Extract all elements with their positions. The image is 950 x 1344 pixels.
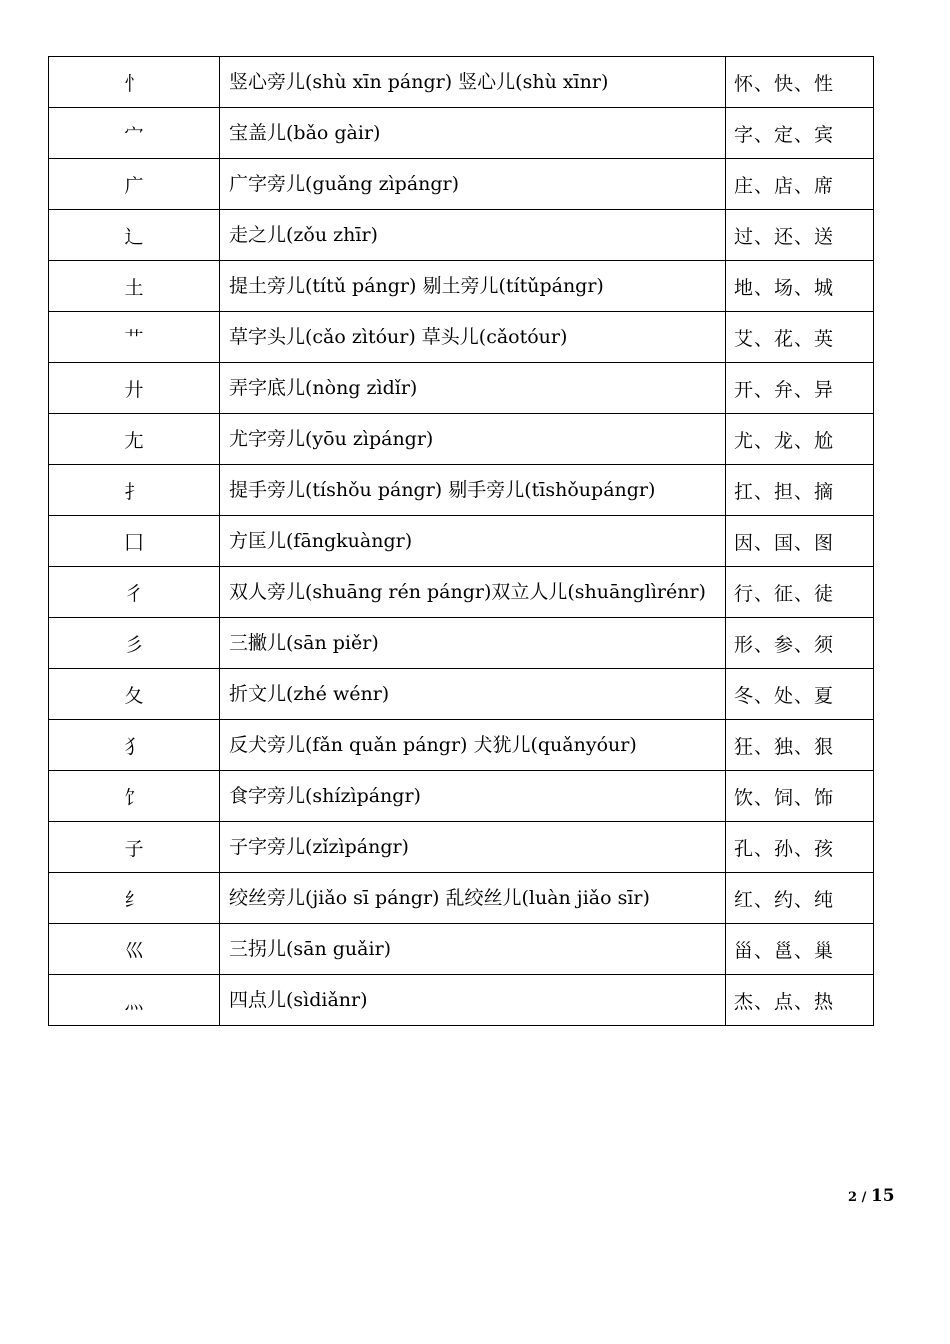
radical-cell: 彡 xyxy=(49,618,220,669)
radical-cell: 忄 xyxy=(49,57,220,108)
radical-name-cell: 尤字旁儿(yōu zìpángr) xyxy=(220,414,726,465)
radical-name-cell: 三撇儿(sān piěr) xyxy=(220,618,726,669)
table-row xyxy=(49,669,874,720)
radical-name-cell: 绞丝旁儿(jiǎo sī pángr) 乱绞丝儿(luàn jiǎo sīr) xyxy=(220,873,726,924)
example-characters-cell: 过、还、送 xyxy=(726,210,874,261)
table-row xyxy=(49,975,874,1026)
example-characters-cell: 杰、点、热 xyxy=(726,975,874,1026)
radicals-table-body xyxy=(49,57,874,1026)
example-characters-cell: 字、定、宾 xyxy=(726,108,874,159)
radical-cell: 廾 xyxy=(49,363,220,414)
table-row xyxy=(49,159,874,210)
table-row xyxy=(49,465,874,516)
radical-name-cell: 子字旁儿(zǐzìpángr) xyxy=(220,822,726,873)
table-row xyxy=(49,414,874,465)
radical-cell: 艹 xyxy=(49,312,220,363)
radical-cell: 土 xyxy=(49,261,220,312)
example-characters-cell: 地、场、城 xyxy=(726,261,874,312)
radical-name-cell: 四点儿(sìdiǎnr) xyxy=(220,975,726,1026)
radicals-table-container xyxy=(48,56,851,1026)
page-total: 15 xyxy=(870,1186,895,1206)
radical-cell: 犭 xyxy=(49,720,220,771)
radical-cell: 囗 xyxy=(49,516,220,567)
example-characters-cell: 行、征、徒 xyxy=(726,567,874,618)
radical-name-cell: 广字旁儿(guǎng zìpángr) xyxy=(220,159,726,210)
radical-name-cell: 走之儿(zǒu zhīr) xyxy=(220,210,726,261)
radical-cell: 扌 xyxy=(49,465,220,516)
radical-cell: 彳 xyxy=(49,567,220,618)
radical-name-cell: 提手旁儿(tíshǒu pángr) 剔手旁儿(tīshǒupángr) xyxy=(220,465,726,516)
radical-cell: 夂 xyxy=(49,669,220,720)
radical-name-cell: 双人旁儿(shuāng rén pángr)双立人儿(shuānglìrénr) xyxy=(220,567,726,618)
radical-name-cell: 反犬旁儿(fǎn quǎn pángr) 犬犹儿(quǎnyóur) xyxy=(220,720,726,771)
example-characters-cell: 艾、花、英 xyxy=(726,312,874,363)
example-characters-cell: 饮、饲、饰 xyxy=(726,771,874,822)
table-row xyxy=(49,516,874,567)
radicals-table xyxy=(48,56,874,1026)
radical-name-cell: 提土旁儿(títǔ pángr) 剔土旁儿(títǔpángr) xyxy=(220,261,726,312)
table-row xyxy=(49,108,874,159)
table-row xyxy=(49,873,874,924)
page-number xyxy=(848,1186,895,1206)
radical-cell: 饣 xyxy=(49,771,220,822)
radical-name-cell: 草字头儿(cǎo zìtóur) 草头儿(cǎotóur) xyxy=(220,312,726,363)
radical-name-cell: 弄字底儿(nòng zìdǐr) xyxy=(220,363,726,414)
example-characters-cell: 甾、邕、巢 xyxy=(726,924,874,975)
table-row xyxy=(49,618,874,669)
radical-cell: 宀 xyxy=(49,108,220,159)
radical-cell: 纟 xyxy=(49,873,220,924)
table-row xyxy=(49,210,874,261)
page-current: 2 xyxy=(848,1190,858,1205)
example-characters-cell: 怀、快、性 xyxy=(726,57,874,108)
radical-name-cell: 折文儿(zhé wénr) xyxy=(220,669,726,720)
radical-cell: 灬 xyxy=(49,975,220,1026)
table-row xyxy=(49,822,874,873)
radical-cell: 尢 xyxy=(49,414,220,465)
radical-name-cell: 竖心旁儿(shù xīn pángr) 竖心儿(shù xīnr) xyxy=(220,57,726,108)
table-row xyxy=(49,567,874,618)
table-row xyxy=(49,261,874,312)
table-row xyxy=(49,57,874,108)
example-characters-cell: 因、国、图 xyxy=(726,516,874,567)
radical-cell: 巛 xyxy=(49,924,220,975)
example-characters-cell: 尤、龙、尬 xyxy=(726,414,874,465)
example-characters-cell: 形、参、须 xyxy=(726,618,874,669)
table-row xyxy=(49,924,874,975)
example-characters-cell: 扛、担、摘 xyxy=(726,465,874,516)
table-row xyxy=(49,771,874,822)
table-row xyxy=(49,363,874,414)
example-characters-cell: 狂、独、狠 xyxy=(726,720,874,771)
table-row xyxy=(49,720,874,771)
example-characters-cell: 红、约、纯 xyxy=(726,873,874,924)
radical-cell: 子 xyxy=(49,822,220,873)
radical-name-cell: 宝盖儿(bǎo gàir) xyxy=(220,108,726,159)
page-separator: / xyxy=(861,1190,867,1205)
radical-name-cell: 方匡儿(fāngkuàngr) xyxy=(220,516,726,567)
example-characters-cell: 开、弁、异 xyxy=(726,363,874,414)
example-characters-cell: 庄、店、席 xyxy=(726,159,874,210)
example-characters-cell: 冬、处、夏 xyxy=(726,669,874,720)
example-characters-cell: 孔、孙、孩 xyxy=(726,822,874,873)
radical-cell: 辶 xyxy=(49,210,220,261)
radical-name-cell: 三拐儿(sān guǎir) xyxy=(220,924,726,975)
radical-cell: 广 xyxy=(49,159,220,210)
table-row xyxy=(49,312,874,363)
radical-name-cell: 食字旁儿(shízìpángr) xyxy=(220,771,726,822)
